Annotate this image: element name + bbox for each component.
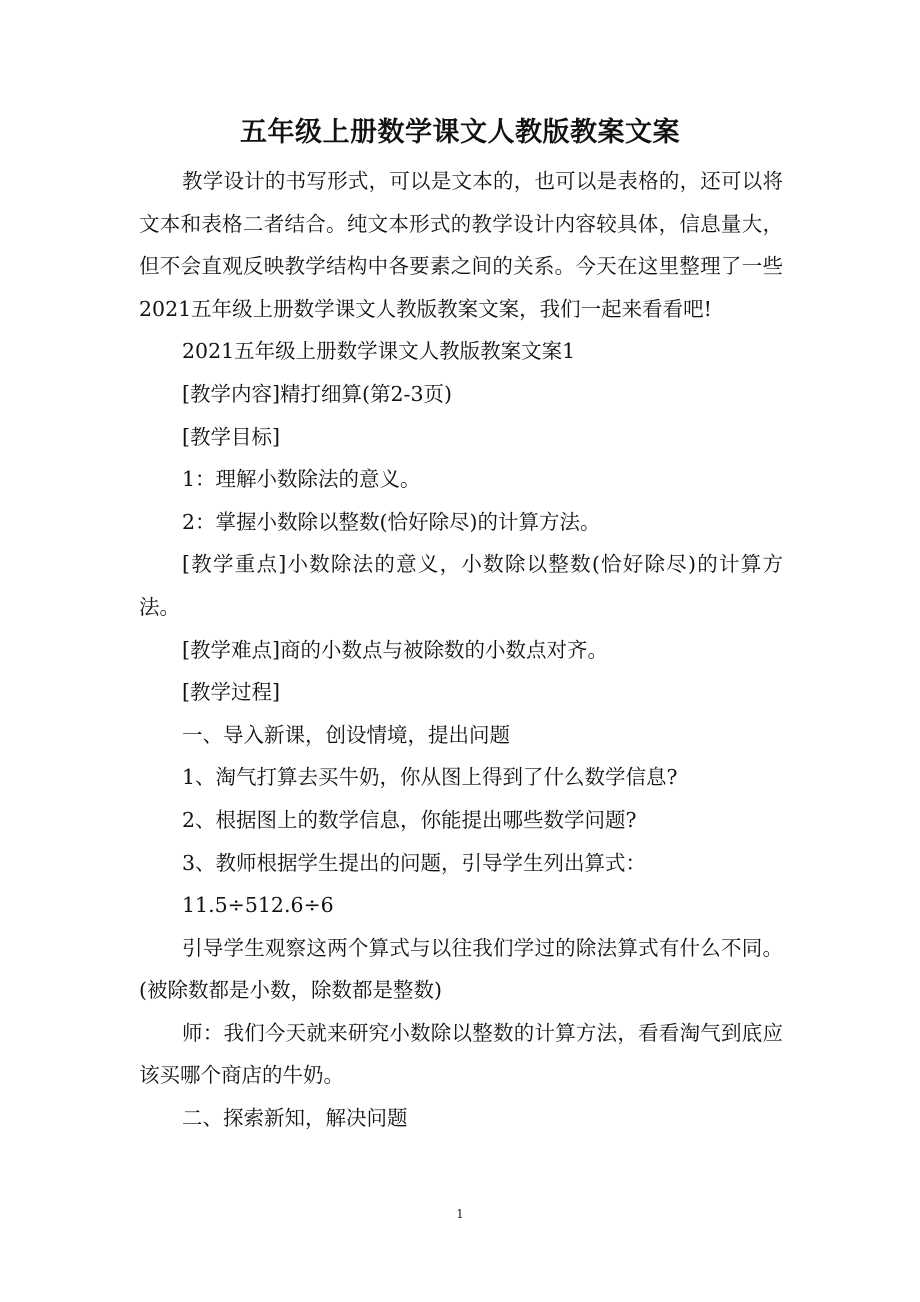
teaching-difficulty: [教学难点]商的小数点与被除数的小数点对齐。 — [182, 637, 608, 662]
document-title: 五年级上册数学课文人教版教案文案 — [240, 117, 680, 148]
list-item: 2、根据图上的数学信息，你能提出哪些数学问题? — [182, 807, 637, 832]
formula-line: 11.5÷512.6÷6 — [182, 893, 334, 918]
step-heading: 二、探索新知，解决问题 — [182, 1106, 408, 1131]
document-body — [139, 160, 783, 1140]
goal-item: 1：理解小数除法的意义。 — [182, 467, 421, 492]
section-heading: 2021五年级上册数学课文人教版教案文案1 — [182, 339, 576, 364]
body-paragraph: 引导学生观察这两个算式与以往我们学过的除法算式有什么不同。(被除数都是小数，除数都是整数) — [139, 935, 783, 1003]
teaching-process-heading: [教学过程] — [182, 680, 280, 705]
teaching-goals-heading: [教学目标] — [182, 424, 280, 449]
list-item: 3、教师根据学生提出的问题，引导学生列出算式： — [182, 850, 647, 875]
body-paragraph: 师：我们今天就来研究小数除以整数的计算方法，看看淘气到底应该买哪个商店的牛奶。 — [139, 1020, 783, 1088]
teaching-focus: [教学重点]小数除法的意义，小数除以整数(恰好除尽)的计算方法。 — [139, 552, 783, 619]
intro-paragraph: 教学设计的书写形式，可以是文本的，也可以是表格的，还可以将文本和表格二者结合。纯文本形式的教学设计内容较具体，信息量大，但不会直观反映教学结构中各要素之间的关系。今天在这里整理了一些2021五年级上册数学课文人教版教案文案，我们一起来看看吧! — [139, 169, 783, 321]
list-item: 1、淘气打算去买牛奶，你从图上得到了什么数学信息? — [182, 765, 678, 790]
teaching-content: [教学内容]精打细算(第2-3页) — [182, 381, 453, 406]
goal-item: 2：掌握小数除以整数(恰好除尽)的计算方法。 — [182, 509, 601, 534]
page-number: 1 — [456, 1207, 464, 1221]
step-heading: 一、导入新课，创设情境，提出问题 — [182, 722, 510, 747]
